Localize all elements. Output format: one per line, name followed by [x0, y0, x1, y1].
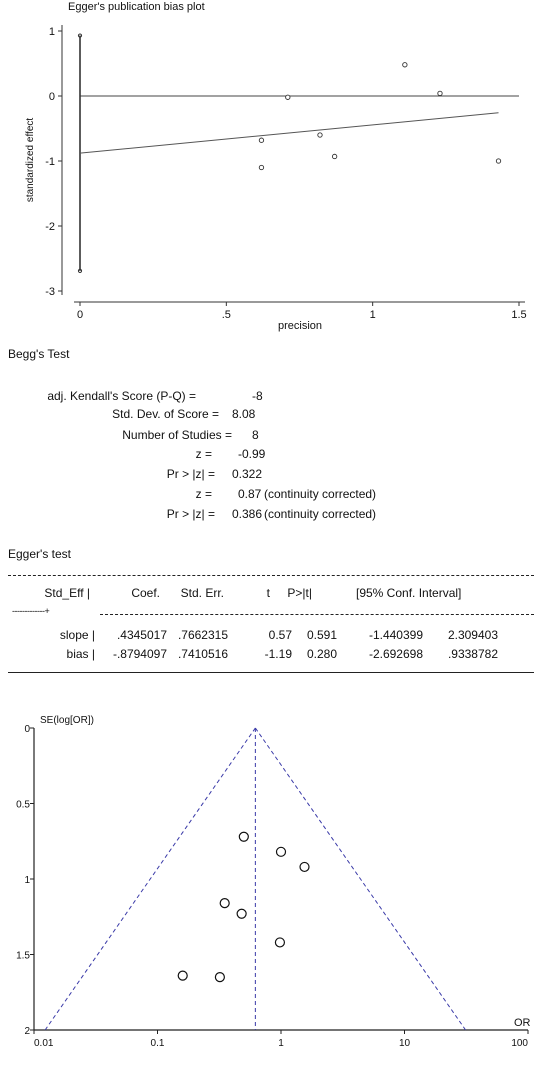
data-point: [286, 95, 290, 99]
egger-row-se: .7410516: [177, 647, 228, 661]
x-tick-label: 1: [278, 1038, 284, 1049]
egger-row-label: slope |: [59, 628, 95, 642]
egger-bias-plot: [0, 0, 546, 340]
study-point: [239, 832, 248, 841]
begg-row-note: (continuity corrected): [264, 487, 377, 501]
y-tick-label: 1.5: [16, 950, 30, 962]
funnel-plot-marks: [45, 728, 466, 1030]
y-tick-label: 0.5: [16, 799, 30, 811]
x-tick-label: .5: [221, 309, 231, 321]
y-tick-label: -2: [45, 221, 55, 233]
begg-row-label: z =: [195, 487, 212, 501]
funnel-plot: [0, 700, 546, 1070]
study-point: [300, 862, 309, 871]
egger-header-ci: [95% Conf. Interval]: [356, 586, 462, 600]
begg-test-title: Begg's Test: [8, 347, 70, 361]
table-top-rule: [8, 575, 534, 576]
egger-row-lo: -1.440399: [368, 628, 423, 642]
table-bottom-rule: [8, 672, 534, 673]
x-tick-label: 1: [369, 309, 376, 321]
begg-row-label: adj. Kendall's Score (P-Q) =: [47, 389, 196, 403]
begg-row-value: -8: [252, 389, 263, 403]
funnel-right-limit: [255, 728, 465, 1030]
egger-row-p: 0.591: [306, 628, 337, 642]
begg-row-value: 0.322: [232, 467, 263, 481]
egger-row-coef: -.8794097: [112, 647, 167, 661]
egger-row-se: .7662315: [177, 628, 228, 642]
study-point: [178, 971, 187, 980]
data-point: [332, 154, 336, 158]
study-point: [220, 899, 229, 908]
y-tick-label: 2: [24, 1026, 30, 1037]
egger-header-coef: Coef.: [131, 586, 160, 600]
x-tick-label: 100: [511, 1038, 528, 1049]
funnel-left-limit: [45, 728, 255, 1030]
regression-line: [80, 113, 499, 153]
y-tick-label: 1: [48, 26, 55, 38]
study-point: [237, 909, 246, 918]
begg-row-note: (continuity corrected): [264, 507, 377, 521]
begg-row-value: 0.87: [238, 487, 262, 501]
egger-header-p: P>|t|: [287, 586, 312, 600]
egger-plot-title: Egger's publication bias plot: [68, 1, 205, 13]
egger-header-se: Std. Err.: [180, 586, 224, 600]
begg-row-value: 0.386: [232, 507, 263, 521]
begg-row-label: Std. Dev. of Score =: [112, 407, 219, 421]
begg-row-label: z =: [195, 447, 212, 461]
egger-row-label: bias |: [66, 647, 95, 661]
x-tick-label: 0.01: [34, 1038, 54, 1049]
data-point: [496, 159, 500, 163]
egger-plot-axes: [45, 25, 526, 321]
begg-row-value: 8.08: [232, 407, 256, 421]
x-tick-label: 0.1: [150, 1038, 165, 1049]
egger-row-hi: 2.309403: [447, 628, 498, 642]
data-point: [403, 63, 407, 67]
begg-row-label: Pr > |z| =: [166, 467, 215, 481]
study-point: [215, 973, 224, 982]
y-tick-label: -3: [45, 286, 55, 298]
data-point: [259, 138, 263, 142]
egger-separator-label: -------------+: [12, 606, 50, 616]
y-tick-label: 0: [48, 91, 55, 103]
egger-plot-marks: [78, 34, 519, 273]
egger-row-hi: .9338782: [447, 647, 498, 661]
funnel-plot-xlabel: OR: [514, 1017, 531, 1029]
egger-plot-xlabel: precision: [277, 320, 323, 332]
y-tick-label: 0: [24, 724, 30, 735]
x-tick-label: 1.5: [511, 309, 527, 321]
egger-header-label: Std_Eff |: [44, 586, 90, 600]
begg-test-block: [0, 340, 546, 530]
y-tick-label: -1: [45, 156, 55, 168]
study-point: [277, 847, 286, 856]
begg-row-value: -0.99: [238, 447, 266, 461]
egger-row-lo: -2.692698: [368, 647, 423, 661]
egger-row-t: -1.19: [264, 647, 292, 661]
x-tick-label: 0: [76, 309, 84, 321]
egger-row-p: 0.280: [306, 647, 337, 661]
data-point: [259, 165, 263, 169]
table-mid-rule: [100, 614, 534, 615]
data-point: [318, 133, 322, 137]
egger-header-t: t: [266, 586, 270, 600]
study-point: [275, 938, 284, 947]
egger-row-coef: .4345017: [116, 628, 167, 642]
y-tick-label: 1: [24, 875, 30, 886]
egger-test-title: Egger's test: [8, 547, 71, 561]
data-point: [438, 91, 442, 95]
egger-test-block: [0, 540, 546, 680]
funnel-plot-ylabel: SE(log[OR]): [40, 715, 94, 726]
begg-row-label: Pr > |z| =: [166, 507, 215, 521]
egger-plot-ylabel: standardized effect: [25, 117, 36, 203]
begg-row-label: Number of Studies =: [122, 428, 232, 442]
begg-row-value: 8: [252, 428, 259, 442]
funnel-plot-axes: [16, 724, 528, 1049]
egger-row-t: 0.57: [268, 628, 292, 642]
x-tick-label: 10: [398, 1038, 411, 1049]
